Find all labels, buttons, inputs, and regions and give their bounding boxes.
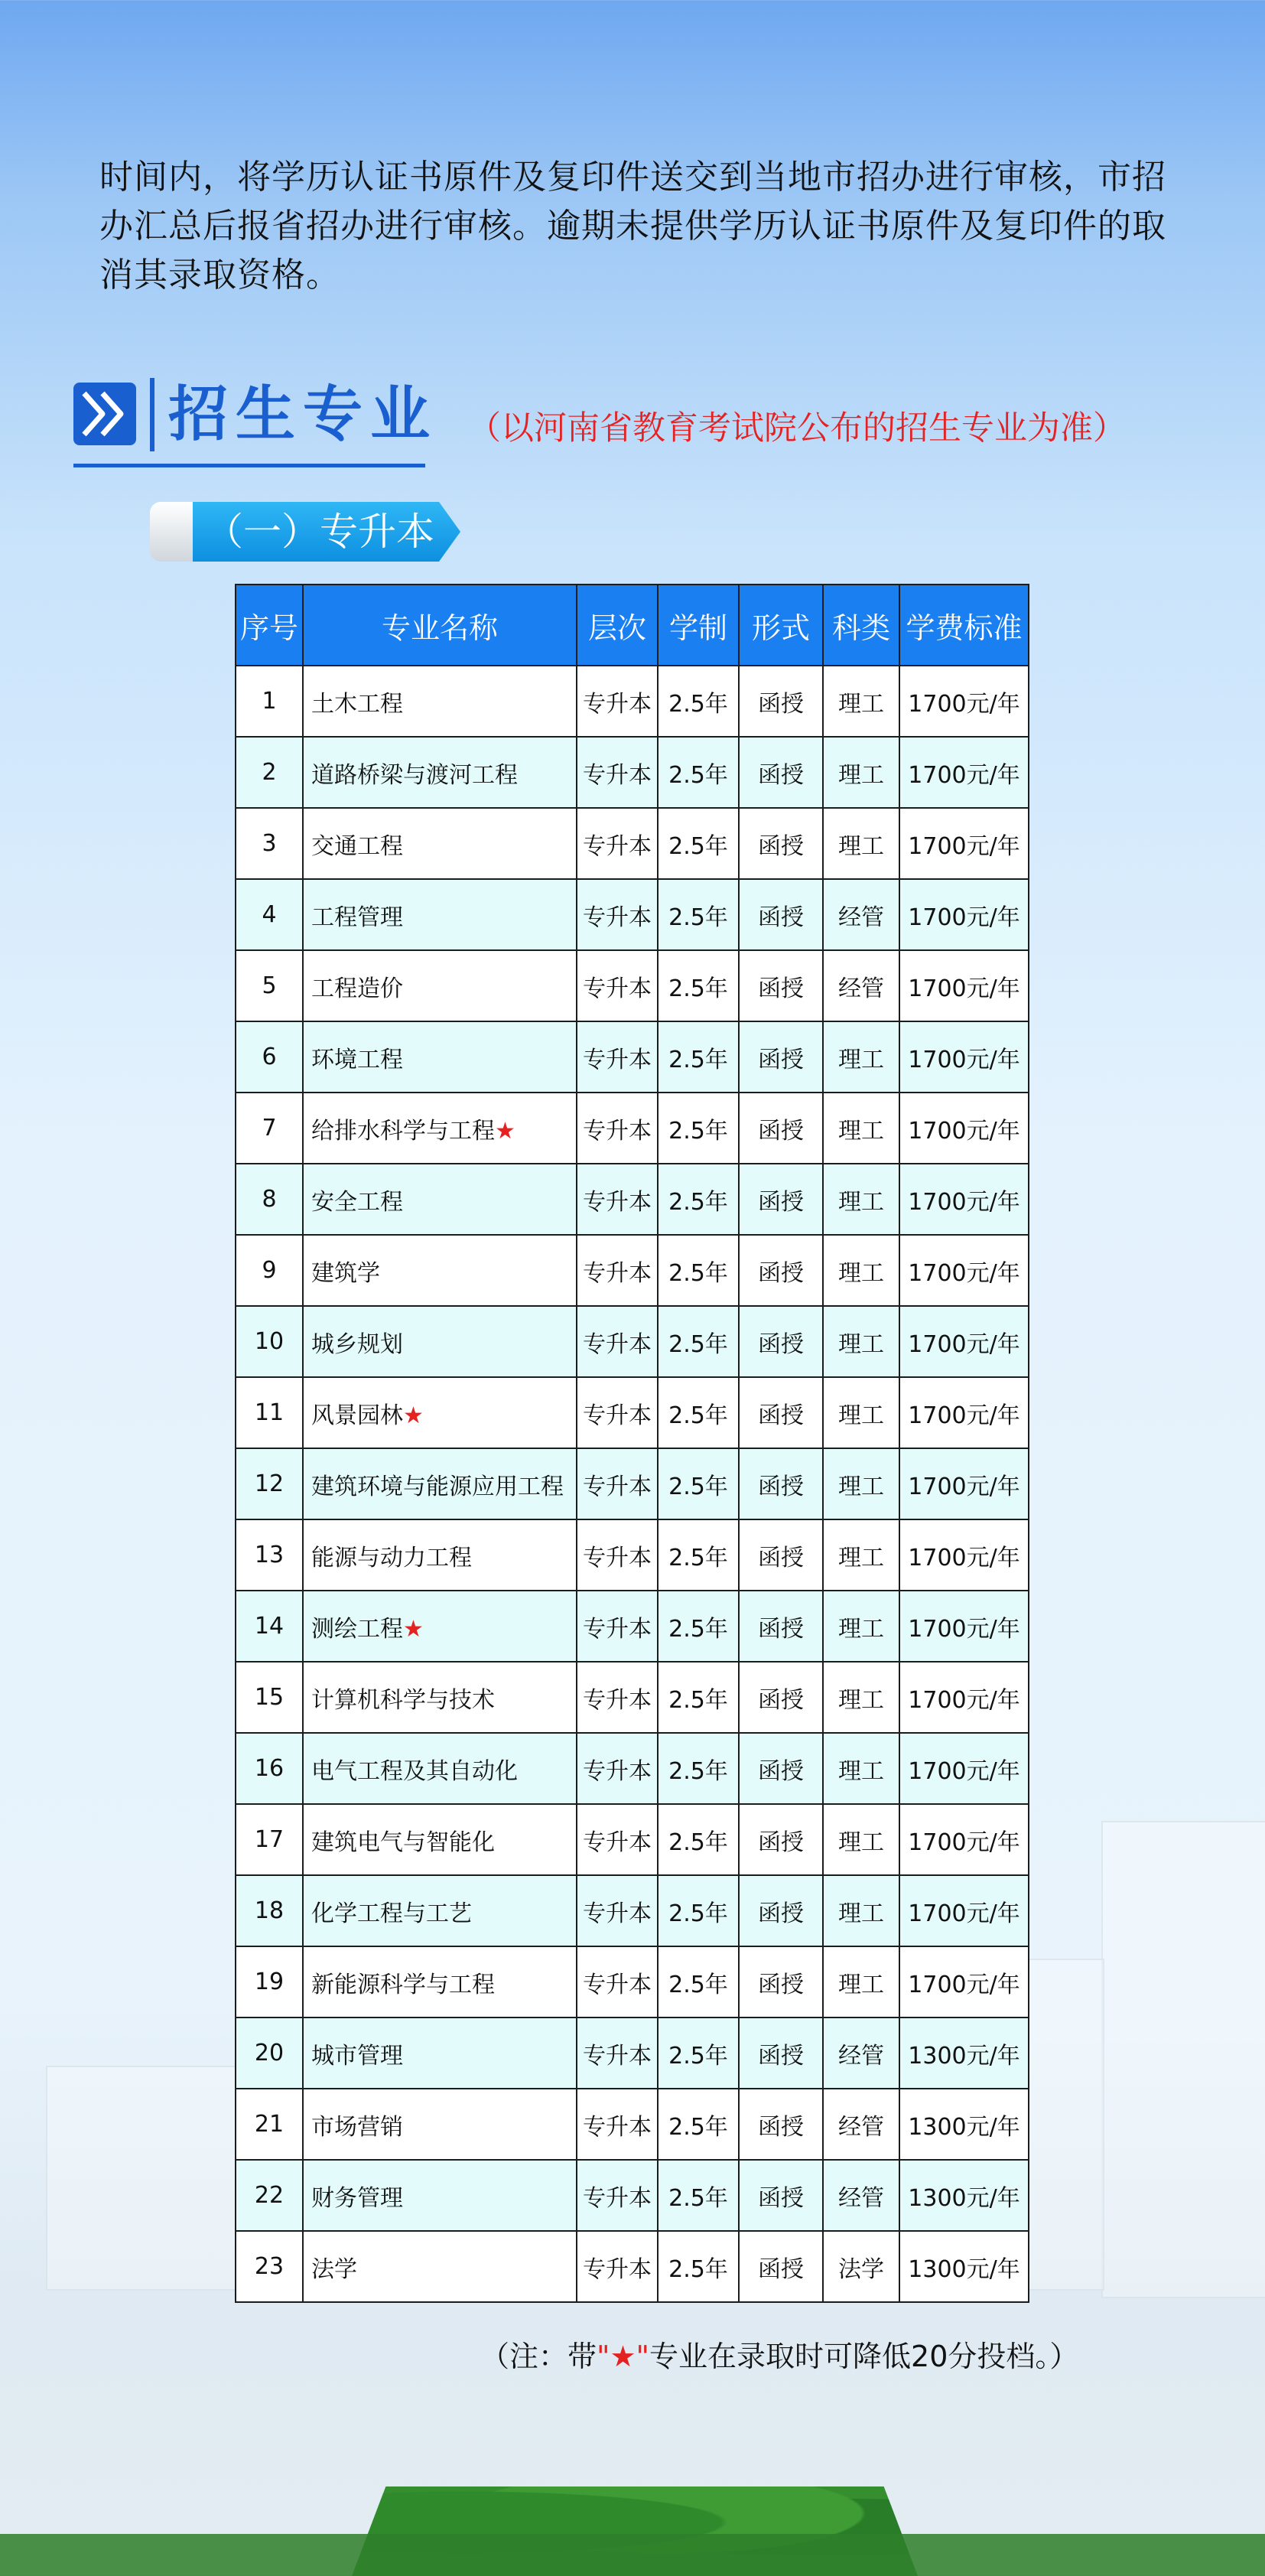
cell-level: 专升本 [577, 950, 658, 1021]
cell-index: 7 [236, 1093, 303, 1164]
cell-duration: 2.5年 [658, 1733, 739, 1804]
major-name-text: 城乡规划 [311, 1330, 403, 1358]
cell-index: 1 [236, 666, 303, 737]
major-name-text: 电气工程及其自动化 [311, 1757, 518, 1785]
cell-form: 函授 [739, 666, 823, 737]
cell-tuition: 1700元/年 [899, 1946, 1029, 2017]
major-name-text: 建筑电气与智能化 [311, 1829, 495, 1856]
cell-form: 函授 [739, 1804, 823, 1875]
cell-form: 函授 [739, 737, 823, 808]
cell-form: 函授 [739, 1519, 823, 1591]
cell-form: 函授 [739, 1946, 823, 2017]
double-chevron-right-icon [73, 383, 136, 445]
major-name-text: 法学 [311, 2255, 357, 2283]
cell-major-name [303, 1377, 577, 1448]
footnote [480, 2333, 1078, 2375]
majors-table [235, 584, 1029, 2303]
cell-category: 经管 [823, 950, 899, 1021]
cell-category: 理工 [823, 1306, 899, 1377]
cell-duration: 2.5年 [658, 879, 739, 950]
major-name-text: 化学工程与工艺 [311, 1900, 472, 1927]
cell-form: 函授 [739, 950, 823, 1021]
major-name-text: 工程管理 [311, 904, 403, 931]
table-row [236, 1591, 1029, 1662]
subsection-heading [150, 502, 463, 562]
cell-duration: 2.5年 [658, 1306, 739, 1377]
cell-level: 专升本 [577, 1875, 658, 1946]
header-cell-duration: 学制 [658, 585, 739, 666]
cell-tuition: 1700元/年 [899, 879, 1029, 950]
cell-major-name [303, 1519, 577, 1591]
cell-tuition: 1700元/年 [899, 737, 1029, 808]
cell-index: 11 [236, 1377, 303, 1448]
cell-category: 经管 [823, 879, 899, 950]
cell-index: 19 [236, 1946, 303, 2017]
cell-major-name [303, 2089, 577, 2160]
cell-index: 22 [236, 2160, 303, 2231]
table-row [236, 1946, 1029, 2017]
cell-level: 专升本 [577, 1733, 658, 1804]
cell-duration: 2.5年 [658, 2089, 739, 2160]
cell-category: 理工 [823, 666, 899, 737]
cell-major-name [303, 950, 577, 1021]
cell-tuition: 1700元/年 [899, 1021, 1029, 1093]
header-cell-level: 层次 [577, 585, 658, 666]
cell-level: 专升本 [577, 2160, 658, 2231]
cell-form: 函授 [739, 1164, 823, 1235]
cell-major-name [303, 1591, 577, 1662]
cell-level: 专升本 [577, 879, 658, 950]
cell-duration: 2.5年 [658, 1021, 739, 1093]
cell-index: 4 [236, 879, 303, 950]
cell-tuition: 1700元/年 [899, 666, 1029, 737]
cell-level: 专升本 [577, 1164, 658, 1235]
cell-major-name [303, 1804, 577, 1875]
background-building-right [1101, 1821, 1265, 2298]
cell-tuition: 1700元/年 [899, 808, 1029, 879]
table-row [236, 808, 1029, 879]
cell-major-name [303, 808, 577, 879]
cell-index: 2 [236, 737, 303, 808]
cell-level: 专升本 [577, 1448, 658, 1519]
star-marker-icon: ★ [403, 1402, 424, 1429]
cell-duration: 2.5年 [658, 1093, 739, 1164]
cell-index: 10 [236, 1306, 303, 1377]
major-name-text: 计算机科学与技术 [311, 1686, 495, 1714]
major-name-text: 道路桥梁与渡河工程 [311, 761, 518, 789]
major-name-text: 风景园林 [311, 1402, 403, 1429]
cell-index: 16 [236, 1733, 303, 1804]
cell-major-name [303, 879, 577, 950]
major-name-text: 工程造价 [311, 975, 403, 1002]
cell-duration: 2.5年 [658, 1662, 739, 1733]
cell-duration: 2.5年 [658, 1377, 739, 1448]
cell-level: 专升本 [577, 2089, 658, 2160]
table-header-row [236, 585, 1029, 666]
major-name-text: 市场营销 [311, 2113, 403, 2141]
major-name-text: 建筑环境与能源应用工程 [311, 1473, 564, 1500]
cell-major-name [303, 1946, 577, 2017]
cell-form: 函授 [739, 1235, 823, 1306]
cell-tuition: 1300元/年 [899, 2089, 1029, 2160]
table-row [236, 1093, 1029, 1164]
major-name-text: 新能源科学与工程 [311, 1971, 495, 1998]
cell-major-name [303, 737, 577, 808]
cell-category: 经管 [823, 2017, 899, 2089]
table-row [236, 737, 1029, 808]
cell-category: 理工 [823, 1235, 899, 1306]
cell-level: 专升本 [577, 808, 658, 879]
cell-form: 函授 [739, 879, 823, 950]
table-row [236, 1875, 1029, 1946]
section-heading [73, 373, 438, 471]
subsection-title: （一）专升本 [205, 510, 434, 554]
table-row [236, 1377, 1029, 1448]
cell-form: 函授 [739, 1306, 823, 1377]
star-marker-icon: ★ [495, 1117, 515, 1145]
cell-level: 专升本 [577, 1021, 658, 1093]
table-row [236, 1662, 1029, 1733]
cell-category: 理工 [823, 1591, 899, 1662]
cell-duration: 2.5年 [658, 950, 739, 1021]
cell-duration: 2.5年 [658, 1875, 739, 1946]
cell-major-name [303, 1235, 577, 1306]
cell-category: 理工 [823, 1164, 899, 1235]
cell-category: 法学 [823, 2231, 899, 2302]
cell-category: 理工 [823, 808, 899, 879]
cell-major-name [303, 2231, 577, 2302]
cell-level: 专升本 [577, 1306, 658, 1377]
cell-index: 23 [236, 2231, 303, 2302]
cell-category: 理工 [823, 1946, 899, 2017]
cell-duration: 2.5年 [658, 2017, 739, 2089]
table-row [236, 666, 1029, 737]
table-row [236, 1306, 1029, 1377]
cell-tuition: 1700元/年 [899, 1377, 1029, 1448]
cell-tuition: 1700元/年 [899, 1519, 1029, 1591]
subsection-tab-decoration [150, 502, 196, 562]
cell-category: 经管 [823, 2089, 899, 2160]
footnote-suffix: 专业在录取时可降低20分投档。） [649, 2340, 1079, 2373]
cell-major-name [303, 1164, 577, 1235]
header-cell-tuition: 学费标准 [899, 585, 1029, 666]
major-name-text: 能源与动力工程 [311, 1544, 472, 1571]
cell-tuition: 1700元/年 [899, 1875, 1029, 1946]
cell-form: 函授 [739, 1021, 823, 1093]
cell-tuition: 1700元/年 [899, 1804, 1029, 1875]
cell-tuition: 1300元/年 [899, 2017, 1029, 2089]
table-row [236, 879, 1029, 950]
major-name-text: 环境工程 [311, 1046, 403, 1073]
cell-category: 理工 [823, 1804, 899, 1875]
cell-form: 函授 [739, 2231, 823, 2302]
cell-index: 20 [236, 2017, 303, 2089]
table-row [236, 1235, 1029, 1306]
intro-paragraph: 时间内，将学历认证书原件及复印件送交到当地市招办进行审核，市招办汇总后报省招办进行审核。逾期未提供学历认证书原件及复印件的取消其录取资格。 [99, 158, 1166, 295]
cell-form: 函授 [739, 1377, 823, 1448]
cell-level: 专升本 [577, 2231, 658, 2302]
major-name-text: 财务管理 [311, 2184, 403, 2212]
cell-major-name [303, 1021, 577, 1093]
tree-band-decoration [0, 2534, 1265, 2576]
cell-tuition: 1700元/年 [899, 950, 1029, 1021]
cell-tuition: 1700元/年 [899, 1306, 1029, 1377]
header-cell-major-name: 专业名称 [303, 585, 577, 666]
cell-level: 专升本 [577, 1519, 658, 1591]
cell-major-name [303, 2160, 577, 2231]
cell-level: 专升本 [577, 2017, 658, 2089]
star-marker-icon: ★ [403, 1615, 424, 1643]
cell-category: 理工 [823, 737, 899, 808]
cell-duration: 2.5年 [658, 1591, 739, 1662]
cell-index: 14 [236, 1591, 303, 1662]
cell-index: 18 [236, 1875, 303, 1946]
header-cell-form: 形式 [739, 585, 823, 666]
cell-major-name [303, 1448, 577, 1519]
cell-duration: 2.5年 [658, 1519, 739, 1591]
table-row [236, 950, 1029, 1021]
cell-index: 6 [236, 1021, 303, 1093]
cell-major-name [303, 666, 577, 737]
table-row [236, 2017, 1029, 2089]
cell-duration: 2.5年 [658, 1235, 739, 1306]
cell-level: 专升本 [577, 666, 658, 737]
section-divider-bar [150, 378, 154, 451]
table-row [236, 2231, 1029, 2302]
cell-duration: 2.5年 [658, 1804, 739, 1875]
cell-duration: 2.5年 [658, 1164, 739, 1235]
cell-tuition: 1700元/年 [899, 1662, 1029, 1733]
cell-tuition: 1700元/年 [899, 1093, 1029, 1164]
cell-form: 函授 [739, 2160, 823, 2231]
cell-form: 函授 [739, 1662, 823, 1733]
cell-tuition: 1700元/年 [899, 1235, 1029, 1306]
cell-level: 专升本 [577, 1591, 658, 1662]
cell-tuition: 1300元/年 [899, 2231, 1029, 2302]
cell-duration: 2.5年 [658, 2160, 739, 2231]
cell-index: 5 [236, 950, 303, 1021]
cell-category: 理工 [823, 1021, 899, 1093]
cell-duration: 2.5年 [658, 666, 739, 737]
cell-duration: 2.5年 [658, 1946, 739, 2017]
major-name-text: 测绘工程 [311, 1615, 403, 1643]
cell-duration: 2.5年 [658, 737, 739, 808]
cell-duration: 2.5年 [658, 808, 739, 879]
cell-tuition: 1700元/年 [899, 1164, 1029, 1235]
cell-index: 15 [236, 1662, 303, 1733]
cell-tuition: 1700元/年 [899, 1733, 1029, 1804]
table-row [236, 1733, 1029, 1804]
cell-tuition: 1700元/年 [899, 1591, 1029, 1662]
cell-category: 理工 [823, 1377, 899, 1448]
cell-form: 函授 [739, 1448, 823, 1519]
table-row [236, 2160, 1029, 2231]
major-name-text: 交通工程 [311, 832, 403, 860]
cell-form: 函授 [739, 1591, 823, 1662]
table-row [236, 2089, 1029, 2160]
cell-category: 理工 [823, 1662, 899, 1733]
cell-major-name [303, 1306, 577, 1377]
section-title: 招生专业 [168, 380, 438, 449]
footnote-prefix: （注：带 [480, 2340, 597, 2373]
cell-major-name [303, 1662, 577, 1733]
cell-level: 专升本 [577, 1235, 658, 1306]
cell-level: 专升本 [577, 1946, 658, 2017]
cell-level: 专升本 [577, 1093, 658, 1164]
major-name-text: 安全工程 [311, 1188, 403, 1216]
major-name-text: 城市管理 [311, 2042, 403, 2070]
cell-level: 专升本 [577, 737, 658, 808]
cell-category: 理工 [823, 1733, 899, 1804]
table-row [236, 1021, 1029, 1093]
cell-major-name [303, 1875, 577, 1946]
cell-major-name [303, 1093, 577, 1164]
cell-form: 函授 [739, 2017, 823, 2089]
cell-index: 12 [236, 1448, 303, 1519]
cell-index: 9 [236, 1235, 303, 1306]
cell-level: 专升本 [577, 1804, 658, 1875]
major-name-text: 给排水科学与工程 [311, 1117, 495, 1145]
cell-form: 函授 [739, 1733, 823, 1804]
major-name-text: 建筑学 [311, 1259, 380, 1287]
header-cell-category: 科类 [823, 585, 899, 666]
major-name-text: 土木工程 [311, 690, 403, 718]
cell-major-name [303, 2017, 577, 2089]
cell-index: 17 [236, 1804, 303, 1875]
header-cell-index: 序号 [236, 585, 303, 666]
cell-category: 理工 [823, 1875, 899, 1946]
table-row [236, 1448, 1029, 1519]
table-row [236, 1164, 1029, 1235]
cell-duration: 2.5年 [658, 2231, 739, 2302]
cell-form: 函授 [739, 2089, 823, 2160]
section-note: （以河南省教育考试院公布的招生专业为准） [468, 409, 1126, 448]
cell-level: 专升本 [577, 1377, 658, 1448]
footnote-star-marker: "★" [597, 2340, 650, 2373]
table-row [236, 1519, 1029, 1591]
cell-index: 21 [236, 2089, 303, 2160]
cell-tuition: 1700元/年 [899, 1448, 1029, 1519]
cell-category: 理工 [823, 1093, 899, 1164]
cell-category: 经管 [823, 2160, 899, 2231]
cell-category: 理工 [823, 1448, 899, 1519]
section-underline [73, 464, 425, 467]
cell-tuition: 1300元/年 [899, 2160, 1029, 2231]
cell-form: 函授 [739, 1875, 823, 1946]
cell-index: 3 [236, 808, 303, 879]
cell-form: 函授 [739, 1093, 823, 1164]
cell-index: 13 [236, 1519, 303, 1591]
cell-form: 函授 [739, 808, 823, 879]
cell-level: 专升本 [577, 1662, 658, 1733]
cell-duration: 2.5年 [658, 1448, 739, 1519]
cell-index: 8 [236, 1164, 303, 1235]
cell-category: 理工 [823, 1519, 899, 1591]
table-row [236, 1804, 1029, 1875]
cell-major-name [303, 1733, 577, 1804]
